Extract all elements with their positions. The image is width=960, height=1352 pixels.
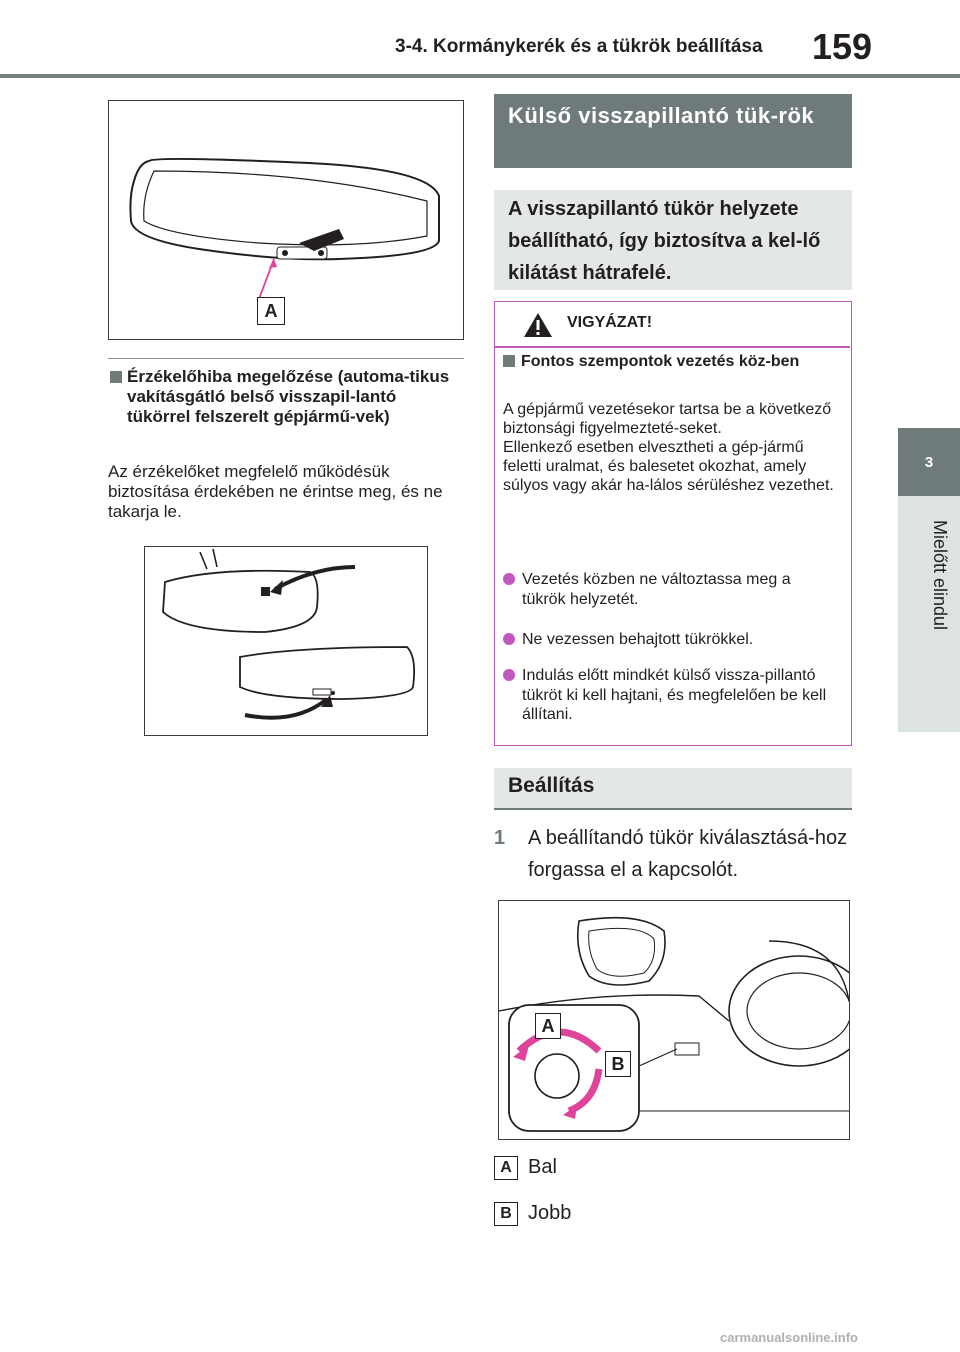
warning-body: A gépjármű vezetésekor tartsa be a következő biztonsági figyelmezteté-seket. Ellenkező esetben elvesztheti a gép-jármű feletti uralmat, és balesetet okozhat, amely súlyos vagy akár ha-lálos sérüléshez vezethet. xyxy=(503,401,834,494)
warning-title: VIGYÁZAT! xyxy=(567,314,653,331)
page-number: 159 xyxy=(812,26,873,67)
body-text: Az érzékelőket megfelelő működésük biztosítása érdekében ne érintse meg, és ne takarja le. xyxy=(108,462,443,521)
divider xyxy=(108,358,464,359)
bullet-dot-icon xyxy=(503,669,515,681)
header-rule xyxy=(0,74,960,78)
section-underline xyxy=(494,808,852,810)
warning-bullet: Vezetés közben ne változtassa meg a tükrök helyzetét. xyxy=(503,570,838,609)
warning-triangle-icon xyxy=(523,312,553,338)
warning-bullet: Indulás előtt mindkét külső vissza-pillantó tükröt ki kell hajtani, és megfelelően be kell állítani. xyxy=(503,666,838,725)
mirror-sensors-illustration xyxy=(145,547,427,735)
figure-label-a: A xyxy=(535,1013,561,1039)
warning-divider xyxy=(495,346,850,348)
subsection-heading: Érzékelőhiba megelőzése (automa-tikus vakításgátló belső visszapil-lantó tükörrel felszerelt gépjármű-vek) xyxy=(108,367,464,427)
chapter-label: Mielőtt elindul xyxy=(930,520,950,631)
figure-label-a: A xyxy=(257,297,285,325)
square-bullet-icon xyxy=(503,355,515,367)
inner-mirror-illustration xyxy=(109,101,463,339)
section-title: 3-4. Kormánykerék és a tükrök beállítása xyxy=(395,36,763,57)
figure-label-b: B xyxy=(605,1051,631,1077)
figure-inner-mirror xyxy=(108,100,464,340)
warning-bullet: Ne vezessen behajtott tükrökkel. xyxy=(503,630,838,650)
square-bullet-icon xyxy=(110,371,122,383)
figure-mirror-sensors xyxy=(144,546,428,736)
bullet-dot-icon xyxy=(503,573,515,585)
section-heading-adjustment: Beállítás xyxy=(494,768,852,810)
section-heading-external-mirrors: Külső visszapillantó tük-rök xyxy=(494,94,852,168)
step-1: 1 A beállítandó tükör kiválasztásá-hoz forgassa el a kapcsolót. xyxy=(494,827,848,881)
intro-text: A visszapillantó tükör helyzete beállítható, így biztosítva a kel-lő kilátást hátrafelé. xyxy=(494,190,852,290)
figure-mirror-switch xyxy=(498,900,850,1140)
chapter-tab[interactable]: 3 xyxy=(898,428,960,496)
warning-box xyxy=(494,301,852,746)
bullet-dot-icon xyxy=(503,633,515,645)
watermark: carmanualsonline.info xyxy=(720,1330,858,1345)
warning-heading: Fontos szempontok vezetés köz-ben xyxy=(503,352,838,371)
